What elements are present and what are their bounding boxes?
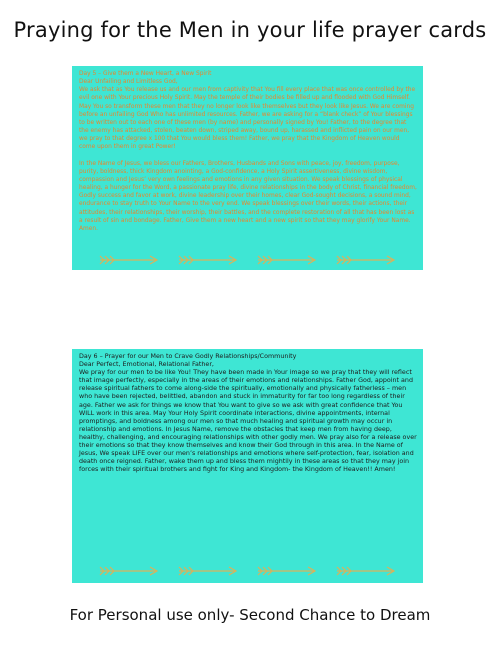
card-salutation: Dear Perfect, Emotional, Relational Father, bbox=[79, 361, 214, 369]
gold-arrow-icon bbox=[177, 254, 239, 266]
card-body: We ask that as You release us and our men from captivity that You fill every place that was once controlled by the evil one with Your precious Holy Spirit. May the temple of their bodies be filled up and flooded with God Himself. May You so transform these men that they no longer look like themselves but they look like Jesus. We are coming before an unfailing God Who has unlimited resources. Father, we are asking for a “blank check” of Your blessings to be written out to each one of these men (by name) and personally signed by You! Father, to the degree that the enemy has attacked, stolen, beaten down, striped away, bound up, harassed and inflicted pain on our men, we pray to that degree x 100 that You would bless them! Father, we pray that the Kingdom of Heaven would come upon them in great Power! bbox=[79, 87, 416, 151]
gold-arrow-icon bbox=[98, 254, 160, 266]
prayer-card-day-6 bbox=[72, 349, 423, 583]
card-heading: Day 5 – Give them a New Heart, a New Spirit bbox=[79, 71, 212, 77]
gold-arrow-icon bbox=[335, 565, 397, 577]
card-body: We pray for our men to be like You! They have been made in Your image so we pray that they will reflect that image perfectly, especially in the areas of their emotions and relationships. Father God, appoint and release spiritual fathers to come along-side the spiritually, emotionally and physically fatherless – men who have been rejected, belittled, abandon and stuck in immaturity for far too long regardless of their age. Father we ask for things we know that You want to give so we ask with great confidence that You WILL work in this area. May Your Holy Spirit coordinate interactions, divine appointments, internal promptings, and boldness among our men so that much healing and spiritual growth may occur in relationship and emotions. In Jesus Name, remove the obstacles that keep men from having deep, healthy, challenging, and encouraging relationships with other godly men. We pray also for a release over their emotions so that they know themselves and know their God through in this area. In the Name of Jesus, We speak LIFE over our men’s relationships and emotions where self-protection, fear, isolation and death once reigned. Father, wake them up and bless them mightily in these areas so that they may join forces with their spiritual brothers and fight for King and Kingdom- the Kingdom of Heaven!! Amen! bbox=[79, 369, 417, 474]
footer-note: For Personal use only- Second Chance to Dream bbox=[69, 606, 431, 624]
gold-arrow-icon bbox=[256, 565, 318, 577]
card-heading: Day 6 – Prayer for our Men to Crave Godly Relationships/Community bbox=[79, 353, 297, 360]
card-salutation: Dear Unfailing and Limitless God, bbox=[79, 79, 178, 86]
prayer-card-day-5 bbox=[72, 66, 423, 270]
arrow-decoration-row bbox=[72, 565, 423, 577]
gold-arrow-icon bbox=[98, 565, 160, 577]
gold-arrow-icon bbox=[335, 254, 397, 266]
arrow-decoration-row bbox=[72, 254, 423, 266]
page-title: Praying for the Men in your life prayer cards bbox=[13, 18, 487, 42]
card-body-blessing: In the Name of Jesus, we bless our Fathers, Brothers, Husbands and Sons with peace, joy, freedom, purpose, purity, boldness, thick Kingdom anointing, a God-confidence, a Holy Spirit assertiveness, divine wisdom, compassion and Jesus’ very own feelings and emotions in any given situation. We speak blessings of physical healing, a hunger for the Word, a passionate pray life, divine relationships in the body of Christ, financial freedom, Godly success and favor at work, divine leadership over their homes, clear God-sought decisions, a sound mind, endurance to stay truth to Your Name to the very end. We speak blessings over their words, their actions, their attitudes, their relationships, their worship, their battles, and the complete restoration of all that has been lost as a result of sin and bondage. Father, Give them a new heart and a new spirit so that they may glorify Your Name. Amen. bbox=[79, 160, 417, 232]
gold-arrow-icon bbox=[177, 565, 239, 577]
gold-arrow-icon bbox=[256, 254, 318, 266]
